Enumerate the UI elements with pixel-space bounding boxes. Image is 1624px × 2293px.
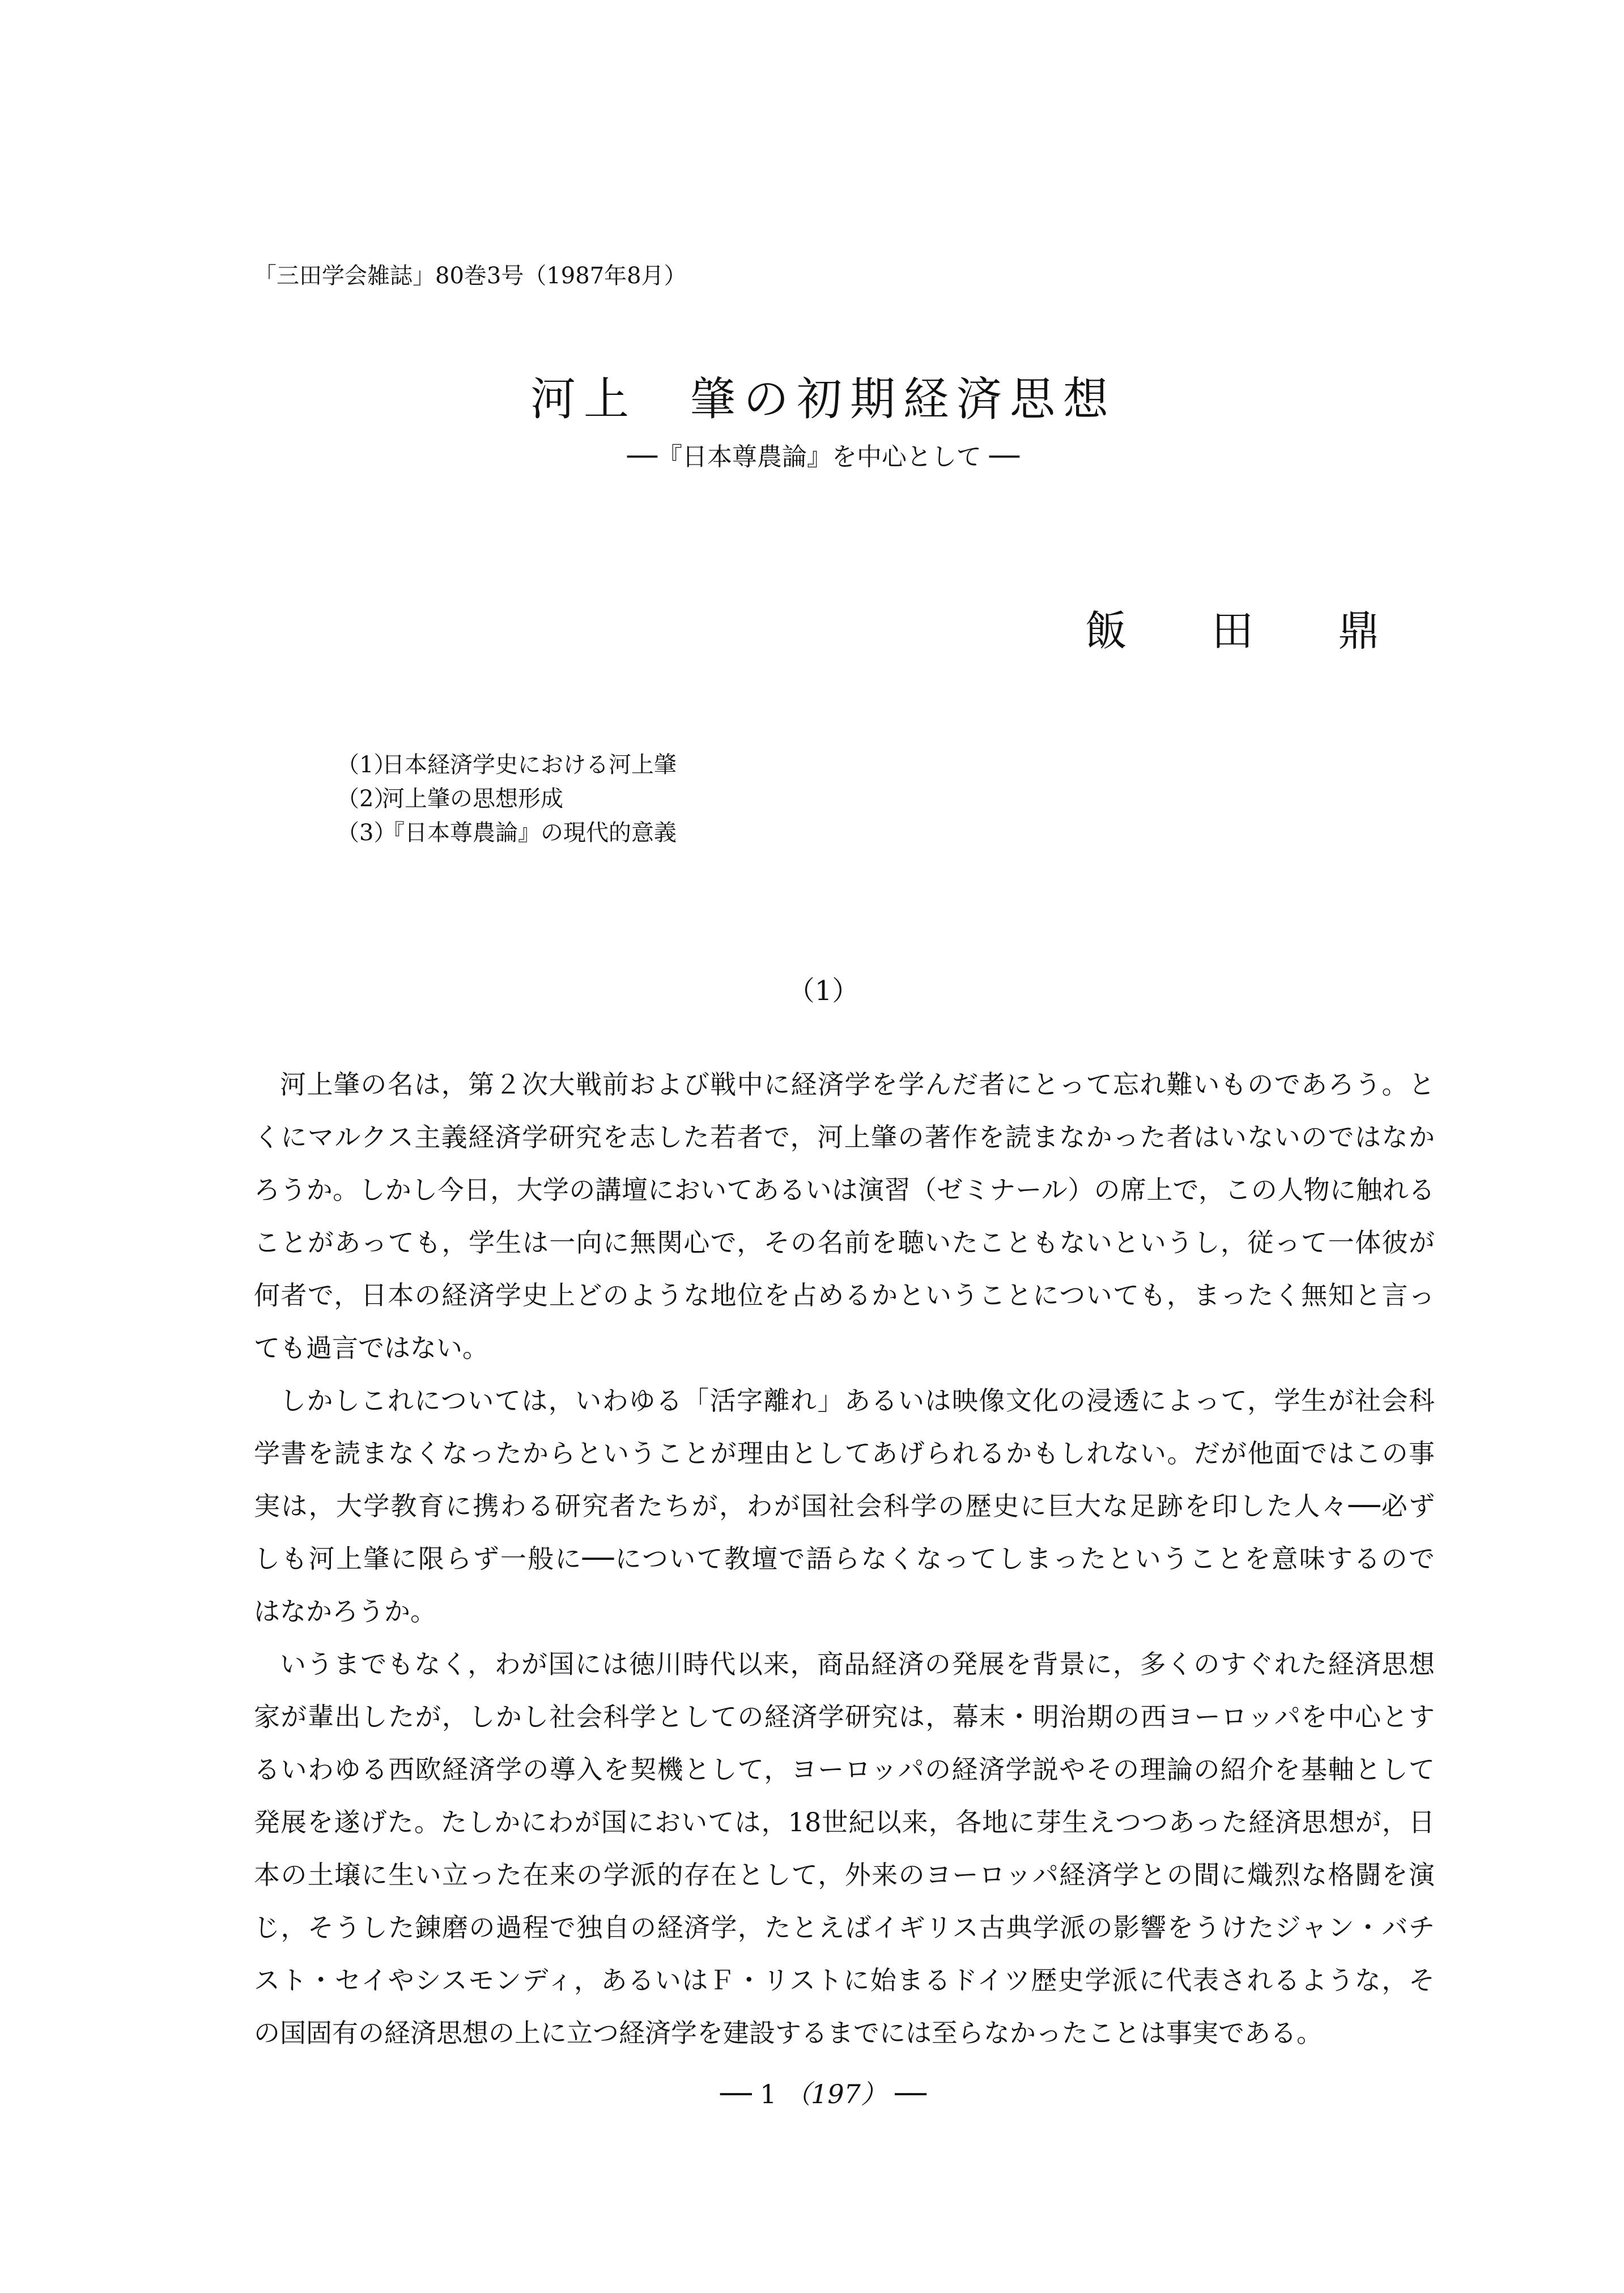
section-heading: （1）: [787, 975, 860, 1007]
text-line: 発展を遂げた。たしかにわが国においては，18世紀以来，各地に芽生えつつあった経済思想が，日: [254, 1807, 1435, 1837]
toc-item: [337, 782, 677, 816]
text-line: しかしこれについては，いわゆる「活字離れ」あるいは映像文化の浸透によって，学生が社会科: [280, 1385, 1435, 1416]
original-page-number: （197）: [785, 2079, 887, 2109]
journal-citation: 「三田学会雑誌」80巻3号（1987年8月）: [254, 263, 687, 289]
text-line: 家が輩出したが，しかし社会科学としての経済学研究は，幕末・明治期の西ヨーロッパを中心とす: [254, 1701, 1435, 1732]
text-line: はなかろうか。: [254, 1596, 436, 1627]
text-line: 学書を読まなくなったからということが理由としてあげられるかもしれない。だが他面ではこの事: [254, 1438, 1435, 1469]
toc-number: （3）: [337, 820, 397, 846]
footer-dash: ──: [720, 2079, 752, 2109]
footer-dash: ──: [895, 2079, 926, 2109]
toc-item: [337, 748, 677, 782]
text-line: の国固有の経済思想の上に立つ経済学を建設するまでには至らなかったことは事実である。: [254, 2018, 1323, 2048]
author-char: 飯: [1085, 607, 1127, 656]
toc-label: 河上肇の思想形成: [382, 786, 563, 812]
text-line: しも河上肇に限らず一般に──について教壇で語らなくなってしまったということを意味するので: [254, 1543, 1435, 1574]
toc-item: [337, 816, 677, 850]
text-line: くにマルクス主義経済学研究を志した若者で，河上肇の著作を読まなかった者はいないのではなか: [254, 1122, 1435, 1152]
page-number: 1: [760, 2079, 777, 2109]
author-char: 鼎: [1338, 607, 1380, 656]
text-line: 何者で，日本の経済学史上どのような地位を占めるかということについても，まったく無知と言っ: [254, 1280, 1435, 1311]
text-line: ろうか。しかし今日，大学の講壇においてあるいは演習（ゼミナール）の席上で，この人物に触れる: [254, 1175, 1435, 1205]
toc-label: 『日本尊農論』の現代的意義: [382, 820, 677, 846]
text-line: いうまでもなく，わが国には徳川時代以来，商品経済の発展を背景に，多くのすぐれた経済思想: [280, 1649, 1435, 1679]
author-char: 田: [1211, 607, 1253, 656]
toc-label: 日本経済学史における河上肇: [382, 752, 677, 778]
text-line: るいわゆる西欧経済学の導入を契機として，ヨーロッパの経済学説やその理論の紹介を基軸として: [254, 1754, 1435, 1785]
table-of-contents: [337, 748, 677, 850]
text-line: ても過言ではない。: [254, 1333, 488, 1363]
page-footer: [0, 2074, 1624, 2111]
text-line: スト・セイやシスモンディ，あるいはＦ・リストに始まるドイツ歴史学派に代表されるような，そ: [254, 1965, 1435, 1996]
text-line: 本の土壌に生い立った在来の学派的存在として，外来のヨーロッパ経済学との間に熾烈な格闘を演: [254, 1860, 1435, 1890]
article-subtitle: ──『日本尊農論』を中心として ──: [627, 443, 1019, 471]
article-title: 河上 肇の初期経済思想: [530, 373, 1116, 426]
paragraph: [254, 1638, 1435, 2060]
text-line: 河上肇の名は，第２次大戦前および戦中に経済学を学んだ者にとって忘れ難いものであろう。と: [280, 1069, 1435, 1100]
author-name: [1085, 598, 1380, 658]
toc-number: （1）: [337, 752, 397, 778]
body-text: [254, 1058, 1435, 2060]
text-line: 実は，大学教育に携わる研究者たちが，わが国社会科学の歴史に巨大な足跡を印した人々──必ず: [254, 1491, 1435, 1521]
paragraph: [254, 1058, 1435, 1375]
toc-number: （2）: [337, 786, 397, 812]
paragraph: [254, 1375, 1435, 1638]
text-line: じ，そうした錬磨の過程で独自の経済学，たとえばイギリス古典学派の影響をうけたジャン・バチ: [254, 1912, 1435, 1943]
text-line: ことがあっても，学生は一向に無関心で，その名前を聴いたこともないというし，従って一体彼が: [254, 1227, 1435, 1258]
